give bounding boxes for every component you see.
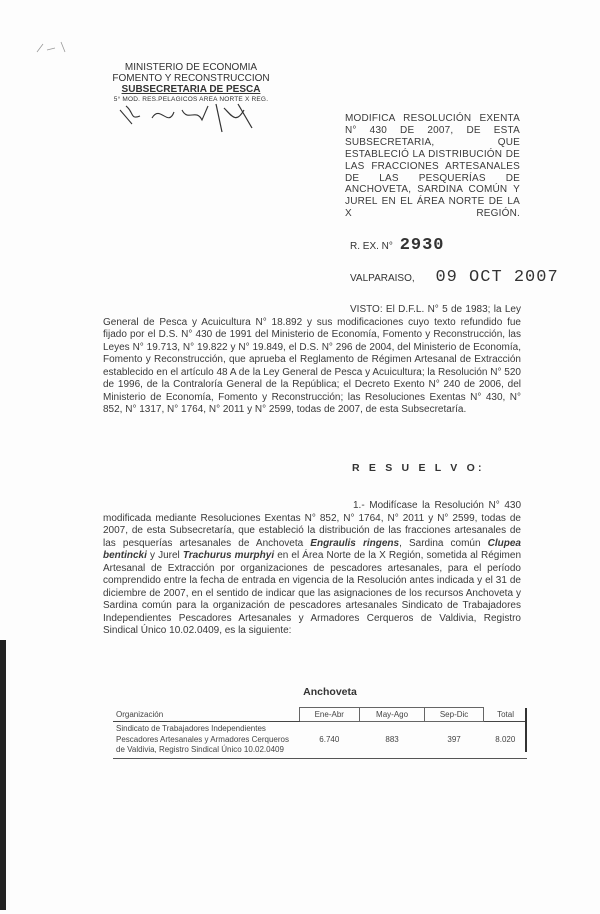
margin-annotation — [35, 38, 75, 58]
signature-initials — [112, 98, 262, 138]
subsecretaria-line: SUBSECRETARIA DE PESCA — [121, 84, 261, 95]
species-sardina: Clupea bentincki — [103, 537, 521, 561]
resolution-number-row — [350, 236, 445, 255]
cell-may-ago: 883 — [360, 722, 425, 759]
scan-edge-bar — [0, 640, 6, 910]
article-1-text-start: 1.- Modifícase la Resolución N° 430 modificada mediante Resoluciones Exentas N° 852, N° 1764, N° 2011 y N° 2599, todas de 2007, de esta Subsecretaría, que estableció la distribución de las fracciones artesanales de las pesquerías artesanales de Anchoveta — [103, 500, 521, 549]
ministry-line-2: FOMENTO Y RECONSTRUCCION — [112, 73, 270, 84]
table-row — [113, 722, 527, 759]
table-right-border — [525, 708, 527, 752]
species-jurel: Trachurus murphyi — [182, 550, 275, 561]
cell-sep-dic: 397 — [425, 722, 484, 759]
table-title: Anchoveta — [303, 686, 357, 698]
date-stamp: 09 OCT 2007 — [435, 268, 559, 287]
header-ene-abr: Ene-Abr — [299, 708, 360, 722]
article-1-paragraph — [103, 500, 521, 638]
article-1-text-end: en el Área Norte de la X Región, sometida al Régimen Artesanal de Extracción por organizaciones de pescadores artesanales, para el período comprendido entre la fecha de entrada en vigencia de la Resolución antes indicada y el 31 de diciembre de 2007, en el sentido de indicar que las asignaciones de los recursos Anchoveta y Sardina común para la organización de pescadores artesanales Sindicato de Trabajadores Independientes Pescadores Artesanales y Armadores Cerqueros de Valdivia, Registro Sindical Único 10.02.0409, es la siguiente: — [103, 550, 522, 636]
place-label: VALPARAISO, — [350, 273, 415, 284]
header-may-ago: May-Ago — [360, 708, 425, 722]
allocation-table — [113, 707, 527, 759]
resolution-date-row — [350, 268, 559, 287]
file-reference: 5° MOD. RES.PELAGICOS AREA NORTE X REG. — [113, 96, 269, 103]
cell-organizacion: Sindicato de Trabajadores Independientes Pescadores Artesanales y Armadores Cerqueros de Valdivia, Registro Sindical Único 10.02.0409 — [113, 722, 299, 759]
species-anchoveta: Engraulis ringens — [310, 537, 400, 549]
ministry-line-1: MINISTERIO DE ECONOMIA — [124, 62, 258, 73]
header-sep-dic: Sep-Dic — [425, 708, 484, 722]
resolution-title: MODIFICA RESOLUCIÓN EXENTA N° 430 DE 2007, DE ESTA SUBSECRETARIA, QUE ESTABLECIÓ LA DISTRIBUCIÓN DE LAS FRACCIONES ARTESANALES DE LAS PESQUERÍAS DE ANCHOVETA, SARDINA COMÚN Y JUREL EN EL ÁREA NORTE DE LA X REGIÓN. — [345, 113, 520, 220]
resolution-number: 2930 — [399, 236, 445, 255]
table-header-row — [113, 708, 527, 722]
article-1-text-mid2: y Jurel — [146, 550, 183, 561]
cell-ene-abr: 6.740 — [299, 722, 360, 759]
resolution-number-label: R. EX. N° — [350, 241, 393, 252]
header-total: Total — [484, 708, 527, 722]
header-organizacion: Organización — [113, 708, 299, 722]
resuelvo-heading: R E S U E L V O: — [352, 462, 485, 474]
article-1-text-mid1: , Sardina común — [399, 537, 488, 549]
visto-paragraph: VISTO: El D.F.L. N° 5 de 1983; la Ley General de Pesca y Acuicultura N° 18.892 y sus modificaciones cuyo texto refundido fue fijado por el D.S. N° 430 de 1991 del Ministerio de Economía, Fomento y Reconstrucción, las Leyes N° 19.713, N° 19.822 y N° 19.849, el D.S. N° 296 de 2004, del Ministerio de Economía, Fomento y Reconstrucción, que aprueba el Reglamento de Régimen Artesanal de Extracción establecido en el artículo 48 A de la Ley General de Pesca y Acuicultura; la Resolución N° 520 de 1996, de la Contraloría General de la República; el Decreto Exento N° 240 de 2006, del Ministerio de Economía, Fomento y Reconstrucción; las Resoluciones Exentas N° 430, N° 852, N° 1317, N° 1764, N° 2011 y N° 2599, todas de 2007, de esta Subsecretaría. — [103, 304, 521, 415]
cell-total: 8.020 — [484, 722, 527, 759]
